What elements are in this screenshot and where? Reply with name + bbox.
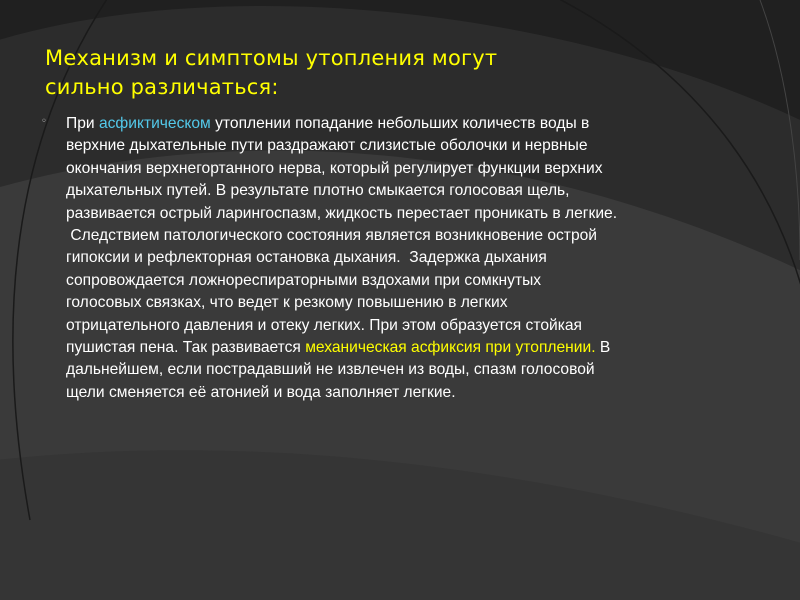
- highlight-term-asphyxic: асфиктическом: [98, 115, 211, 132]
- slide-title-line-2: сильно различаться:: [45, 75, 279, 99]
- slide-title-line-1: Механизм и симптомы утопления могут: [45, 46, 498, 70]
- slide-body-paragraph: [66, 113, 781, 404]
- body-text-segment-3: В дальнейшем, если пострадавший не извлечен из воды, спазм голосовой щели сменяется её атонией и вода заполняет легкие.: [66, 339, 611, 401]
- body-text-segment-1: При: [66, 115, 99, 132]
- highlight-phrase-mechanical-asphyxia: механическая асфиксия при утоплении.: [305, 339, 596, 357]
- body-text-segment-2: утоплении попадание небольших количеств воды в верхние дыхательные пути раздражают слизистые оболочки и нервные окончания верхнегортанного нерва, который регулирует функции верхних дыхательных путей. В результате плотно смыкается голосовая щель, развивается острый ларингоспазм, жидкость перестает проникать в легкие. Следствием патологического состояния является возникновение острой гипоксии и рефлекторная остановка дыхания. Задержка дыхания сопровождается ложнореспираторными вздохами при сомкнутых голосовых связках, что ведет к резкому повышению в легких отрицательного давления и отеку легких. При этом образуется стойкая пушистая пена. Так развивается: [66, 115, 618, 357]
- bullet-icon: ◦: [41, 116, 47, 127]
- slide-title: [45, 44, 685, 102]
